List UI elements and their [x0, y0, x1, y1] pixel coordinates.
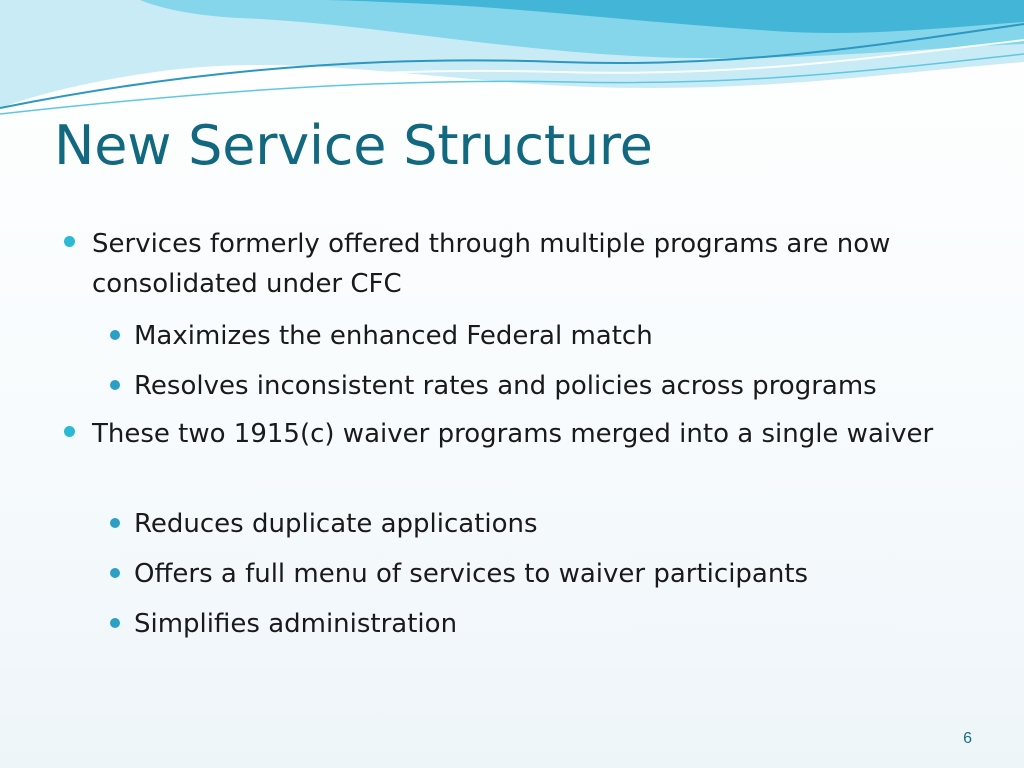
header-wave-decoration	[0, 0, 1024, 120]
sub-bullet-dot-icon	[110, 330, 120, 340]
sub-bullet-dot-icon	[110, 518, 120, 528]
sub-bullet-dot-icon	[110, 568, 120, 578]
bullet-item: These two 1915(c) waiver programs merged into a single waiver	[92, 419, 934, 449]
bullet-dot-icon	[64, 236, 75, 247]
sub-bullet-item: Maximizes the enhanced Federal match	[134, 321, 653, 351]
sub-bullet-item: Simplifies administration	[134, 609, 458, 639]
sub-bullet-dot-icon	[110, 380, 120, 390]
sub-bullet-item: Offers a full menu of services to waiver participants	[134, 559, 809, 589]
slide-title: New Service Structure	[54, 114, 653, 177]
page-number: 6	[963, 730, 972, 747]
bullet-dot-icon	[64, 426, 75, 437]
sub-bullet-item: Reduces duplicate applications	[134, 509, 538, 539]
bullet-item: Services formerly offered through multiple programs are now consolidated under CFC	[92, 229, 891, 299]
sub-bullet-item: Resolves inconsistent rates and policies across programs	[134, 371, 877, 401]
sub-bullet-dot-icon	[110, 618, 120, 628]
